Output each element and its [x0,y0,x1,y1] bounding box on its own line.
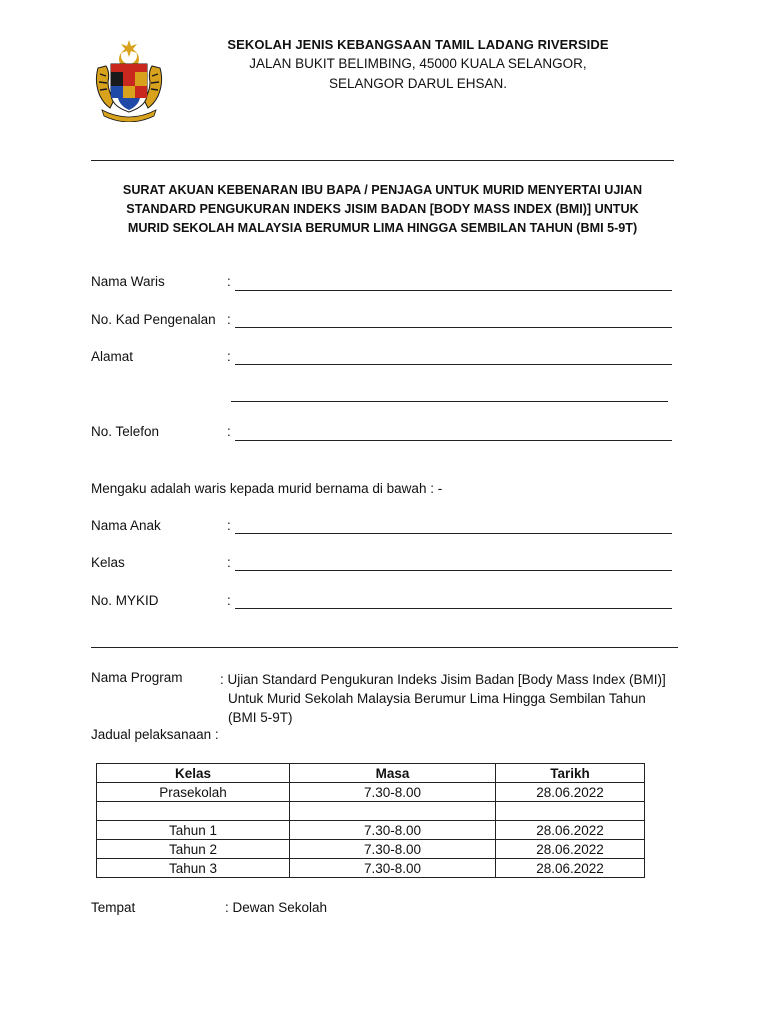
cell-kelas: Tahun 1 [97,821,290,840]
colon: : [227,349,231,364]
venue-value: : Dewan Sekolah [225,900,328,915]
kad-pengenalan-input-line[interactable] [235,327,672,328]
title-line-2: STANDARD PENGUKURAN INDEKS JISIM BADAN [BODY MASS INDEX (BMI)] UNTUK [126,202,639,216]
cell-kelas: Tahun 3 [97,859,290,878]
cell-tarikh: 28.06.2022 [496,840,645,859]
table-row [97,859,645,878]
cell-kelas [97,802,290,821]
cell-kelas: Prasekolah [97,783,290,802]
colon: : [227,424,231,439]
cell-tarikh: 28.06.2022 [496,821,645,840]
cell-masa: 7.30-8.00 [290,821,496,840]
label-nama-program: Nama Program [91,670,183,685]
label-tempat: Tempat [91,900,136,915]
header-divider [91,160,674,161]
alamat-input-line-2[interactable] [231,401,668,402]
cell-masa: 7.30-8.00 [290,840,496,859]
cell-masa [290,802,496,821]
table-row [97,840,645,859]
title-line-1: SURAT AKUAN KEBENARAN IBU BAPA / PENJAGA UNTUK MURID MENYERTAI UJIAN [122,183,643,197]
cell-tarikh [496,802,645,821]
colon: : [227,555,231,570]
alamat-input-line-1[interactable] [235,364,672,365]
colon: : [227,593,231,608]
label-kelas: Kelas [91,555,125,570]
section-divider [91,647,678,648]
cell-tarikh: 28.06.2022 [496,859,645,878]
schedule-label: Jadual pelaksanaan : [91,727,219,742]
program-line-1: : Ujian Standard Pengukuran Indeks Jisim Badan [Body Mass Index (BMI)] [220,672,666,687]
header-kelas: Kelas [97,764,290,783]
label-mykid: No. MYKID [91,593,159,608]
cell-kelas: Tahun 2 [97,840,290,859]
label-kad-pengenalan: No. Kad Pengenalan [91,312,216,327]
nama-anak-input-line[interactable] [235,533,672,534]
label-nama-waris: Nama Waris [91,274,165,289]
table-header-row [97,764,645,783]
program-name [220,670,690,727]
label-nama-anak: Nama Anak [91,518,161,533]
nama-waris-input-line[interactable] [235,290,672,291]
table-row [97,783,645,802]
colon: : [227,312,231,327]
label-telefon: No. Telefon [91,424,160,439]
school-address-line1: JALAN BUKIT BELIMBING, 45000 KUALA SELANGOR, [249,56,587,71]
program-line-3: (BMI 5-9T) [228,710,293,725]
table-row [97,821,645,840]
header-masa: Masa [290,764,496,783]
cell-tarikh: 28.06.2022 [496,783,645,802]
label-alamat: Alamat [91,349,134,364]
school-name: SEKOLAH JENIS KEBANGSAAN TAMIL LADANG RIVERSIDE [227,37,609,52]
document-title [91,181,674,238]
telefon-input-line[interactable] [235,440,672,441]
declaration-text: Mengaku adalah waris kepada murid bernama di bawah : - [91,481,443,496]
kelas-input-line[interactable] [235,570,672,571]
school-address-line2: SELANGOR DARUL EHSAN. [328,76,508,91]
colon: : [227,518,231,533]
cell-masa: 7.30-8.00 [290,783,496,802]
header-tarikh: Tarikh [496,764,645,783]
program-line-2: Untuk Murid Sekolah Malaysia Berumur Lima Hingga Sembilan Tahun [228,691,646,706]
cell-masa: 7.30-8.00 [290,859,496,878]
table-row [97,802,645,821]
colon: : [227,274,231,289]
schedule-table [96,763,645,878]
title-line-3: MURID SEKOLAH MALAYSIA BERUMUR LIMA HINGGA SEMBILAN TAHUN (BMI 5-9T) [127,221,638,235]
mykid-input-line[interactable] [235,608,672,609]
